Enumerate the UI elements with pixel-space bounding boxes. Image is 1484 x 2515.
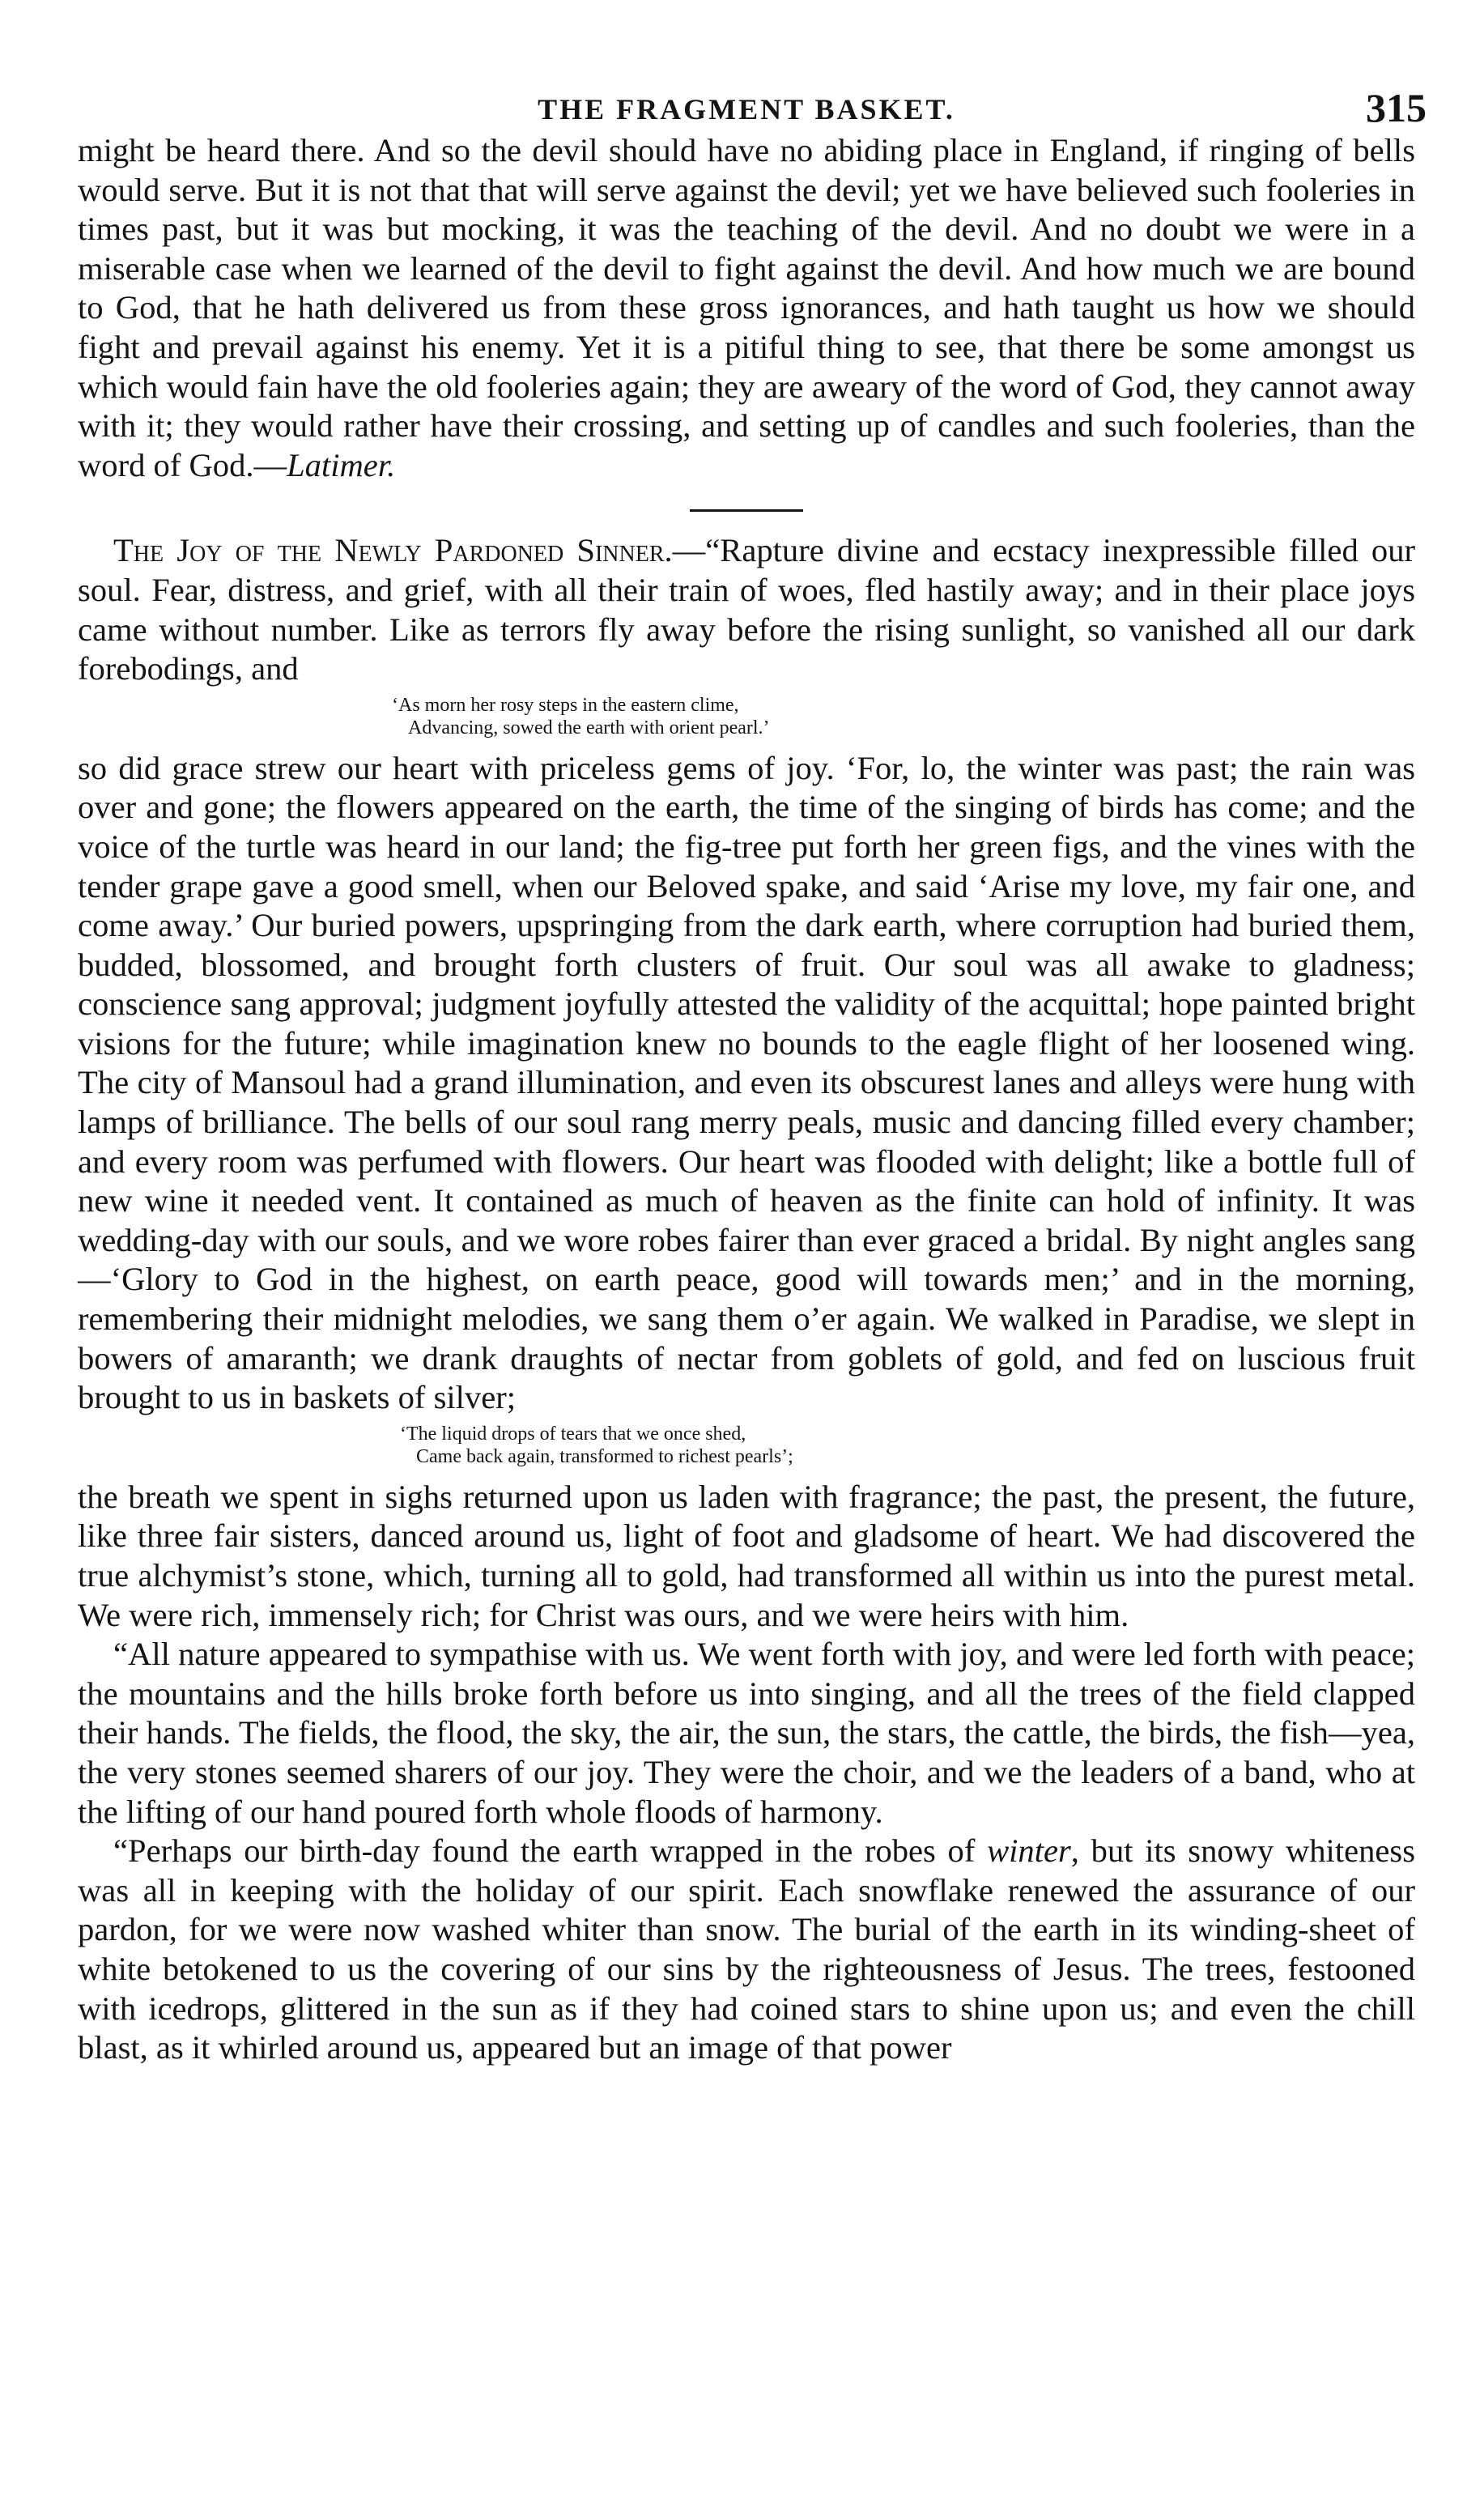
body-paragraph: the breath we spent in sighs returned upon us laden with fragrance; the past, the present, the future, like three fair sisters, danced around us, light of foot and gladsome of heart. We had discovered the true alchymist’s stone, which, turning all to gold, had transformed all within us into the purest metal. We were rich, immensely rich; for Christ was ours, and we were heirs with him. xyxy=(78,1478,1415,1633)
body-paragraph: so did grace strew our heart with priceless gems of joy. ‘For, lo, the winter was past; the rain was over and gone; the flowers appeared on the earth, the time of the singing of birds has come; and the voice of the turtle was heard in our land; the fig-tree put forth her green figs, and the vines with the tender grape gave a good smell, when our Beloved spake, and said ‘Arise my love, my fair one, and come away.’ Our buried powers, upspringing from the dark earth, where corruption had buried them, budded, blossomed, and brought forth clusters of fruit. Our soul was all awake to gladness; conscience sang approval; judgment joyfully attested the validity of the acquittal; hope painted bright visions for the future; while imagination knew no bounds to the eagle flight of her loosened wing. The city of Mansoul had a grand illumination, and even its obscurest lanes and alleys were hung with lamps of brilliance. The bells of our soul rang merry peals, music and dancing filled every chamber; and every room was perfumed with flowers. Our heart was flooded with delight; like a bottle full of new wine it needed vent. It contained as much of heaven as the finite can hold of infinity. It was wedding-day with our souls, and we wore robes fairer than ever graced a bridal. By night angles sang—‘Glory to God in the highest, on earth peace, good will towards men;’ and in the morning, remembering their midnight melodies, we sang them o’er again. We walked in Paradise, we slept in bowers of amaranth; we drank draughts of nectar from goblets of gold, and fed on luscious fruit brought to us in baskets of silver; xyxy=(78,749,1415,1416)
section-opening-paragraph xyxy=(78,531,1415,688)
section-heading: The Joy of the Newly Pardoned Sinner. xyxy=(113,532,673,569)
latimer-text: might be heard there. And so the devil should have no abiding place in England, if ringing of bells would serve. But it is not that that will serve against the devil; yet we have believed such fooleries in times past, but it was but mocking, it was the teaching of the devil. And no doubt we were in a miserable case when we learned of the devil to fight against the devil. And how much we are bound to God, that he hath delivered us from these gross ignorances, and hath taught us how we should fight and prevail against his enemy. Yet it is a pitiful thing to see, that there be some amongst us which would fain have the old fooleries again; they are aweary of the word of God, they cannot away with it; they would rather have their crossing, and setting up of candles and such fooleries, than the word of God.— xyxy=(78,132,1415,483)
book-page xyxy=(78,81,1427,2068)
verse-quote xyxy=(78,1423,1415,1468)
paragraph-text: “Perhaps our birth-day found the earth wrapped in the robes of xyxy=(113,1832,988,1870)
verse-line: Came back again, transformed to richest pearls’; xyxy=(416,1445,793,1467)
verse-line: Advancing, sowed the earth with orient pearl.’ xyxy=(408,717,770,738)
body-paragraph: “All nature appeared to sympathise with us. We went forth with joy, and were led forth with peace; the mountains and the hills broke forth before us into singing, and all the trees of the field clapped their hands. The fields, the flood, the sky, the air, the sun, the stars, the cattle, the birds, the fish—yea, the very stones seemed sharers of our joy. They were the choir, and we the leaders of a band, who at the lifting of our hand poured forth whole floods of harmony. xyxy=(78,1636,1415,1830)
emphasized-word: winter xyxy=(987,1832,1071,1870)
verse-quote xyxy=(78,694,1415,739)
verse-line: ‘The liquid drops of tears that we once shed, xyxy=(400,1423,746,1445)
section-opening-text: —“Rapture divine and ecstacy inexpressible filled our soul. Fear, distress, and grief, with all their train of woes, fled hastily away; and in their place joys came without number. Like as terrors fly away before the rising sunlight, so vanished all our dark forebodings, and xyxy=(78,532,1415,687)
latimer-paragraph xyxy=(78,131,1415,485)
verse-line: ‘As morn her rosy steps in the eastern clime, xyxy=(392,694,739,716)
page-header xyxy=(78,81,1427,131)
attribution: Latimer. xyxy=(287,446,396,483)
page-number: 315 xyxy=(1366,85,1427,130)
running-title: THE FRAGMENT BASKET. xyxy=(538,93,955,126)
body-paragraph xyxy=(78,1832,1415,2068)
paragraph-text: , but its snowy whiteness was all in keeping with the holiday of our spirit. Each snowflake renewed the assurance of our pardon, for we were now washed whiter than snow. The burial of the earth in its winding-sheet of white betokened to us the covering of our sins by the righteousness of Jesus. The trees, festooned with icedrops, glittered in the sun as if they had coined stars to shine upon us; and even the chill blast, as it whirled around us, appeared but an image of that power xyxy=(78,1832,1415,2066)
section-divider xyxy=(690,509,803,512)
